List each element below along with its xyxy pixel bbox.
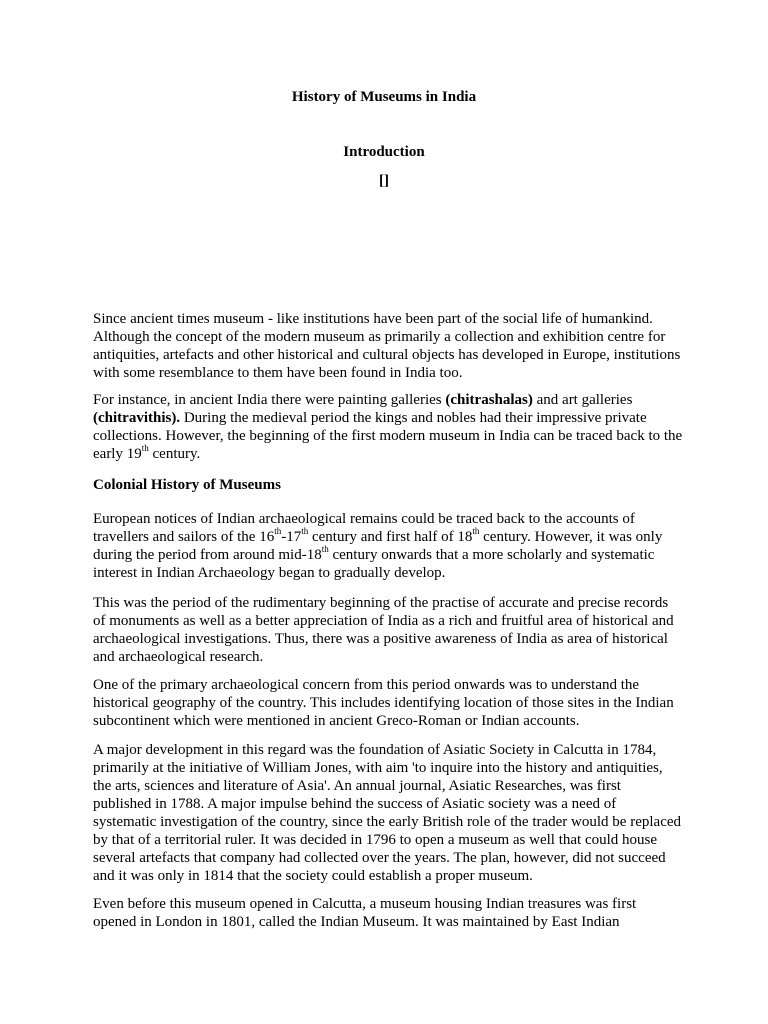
p3-sup-4: th (321, 544, 329, 554)
colonial-heading: Colonial History of Museums (93, 477, 281, 493)
paragraph-5-text: One of the primary archaeological concern from this period onwards was to understand the historical geography of the country. This includes identifying location of those sites in the Indian subcontinent which were mentioned in ancient Greco-Roman or Indian accounts. (93, 677, 674, 729)
p3-sup-1: th (274, 526, 282, 536)
p2-text-f: century. (148, 446, 201, 462)
p2-sup: th (141, 443, 149, 453)
paragraph-7-text: Even before this museum opened in Calcutta, a museum housing Indian treasures was first opened in London in 1801, called the Indian Museum. It was maintained by East Indian (93, 896, 637, 930)
paragraph-6 (93, 741, 683, 885)
p3-text-d: century. However, it was only during the period from around mid-18 (93, 529, 663, 563)
document-title: History of Museums in India (291, 89, 477, 105)
paragraph-6-text: A major development in this regard was the foundation of Asiatic Society in Calcutta in 1784, primarily at the initiative of William Jones, with aim 'to inquire into the history and antiquities, the arts, sciences and literature of Asia'. An annual journal, Asiatic Researches, was first published in 1788. A major impulse behind the success of Asiatic society was a need of systematic investigation of the country, since the early British role of the trader would be replaced by that of a territorial ruler. It was decided in 1796 to open a museum as well that could house several artefacts that company had collected over the years. The plan, however, did not succeed and it was only in 1814 that the society could establish a proper museum. (93, 742, 682, 884)
p3-text-e: century onwards that a more scholarly and systematic interest in Indian Archaeology began to gradually develop. (93, 547, 655, 581)
p2-text-c: and art galleries (532, 392, 633, 408)
p2-text-a: For instance, in ancient India there were painting galleries (93, 392, 446, 408)
paragraph-4 (93, 594, 683, 666)
paragraph-4-text: This was the period of the rudimentary beginning of the practise of accurate and precise records of monuments as well as a better appreciation of India as a rich and fruitful area of historical and archaeological investigations. Thus, there was a positive awareness of India as area of historical and archaeological research. (93, 595, 674, 665)
paragraph-7 (93, 895, 683, 931)
p2-term-chitrashalas: (chitrashalas) (445, 392, 533, 408)
p3-text-a: European notices of Indian archaeological remains could be traced back to the accounts of travellers and sailors of the 16 (93, 511, 635, 545)
paragraph-5 (93, 676, 683, 730)
p3-text-b: -17 (281, 529, 302, 545)
paragraph-3 (93, 510, 683, 582)
image-placeholder: [] (379, 173, 389, 189)
p2-text-e: During the medieval period the kings and nobles had their impressive private collections. However, the beginning of the first modern museum in India can be traced back to the early 19 (93, 410, 683, 462)
p3-sup-2: th (301, 526, 309, 536)
paragraph-1-text: Since ancient times museum - like institutions have been part of the social life of humankind. Although the concept of the modern museum as primarily a collection and exhibition centre for antiquities, artefacts and other historical and cultural objects has developed in Europe, institutions with some resemblance to them have been found in India too. (93, 311, 681, 381)
p3-sup-3: th (472, 526, 480, 536)
p3-text-c: century and first half of 18 (308, 529, 473, 545)
paragraph-2 (93, 391, 683, 463)
p2-term-chitravithis: (chitravithis). (93, 410, 181, 426)
paragraph-1 (93, 310, 683, 382)
intro-heading: Introduction (343, 144, 425, 160)
